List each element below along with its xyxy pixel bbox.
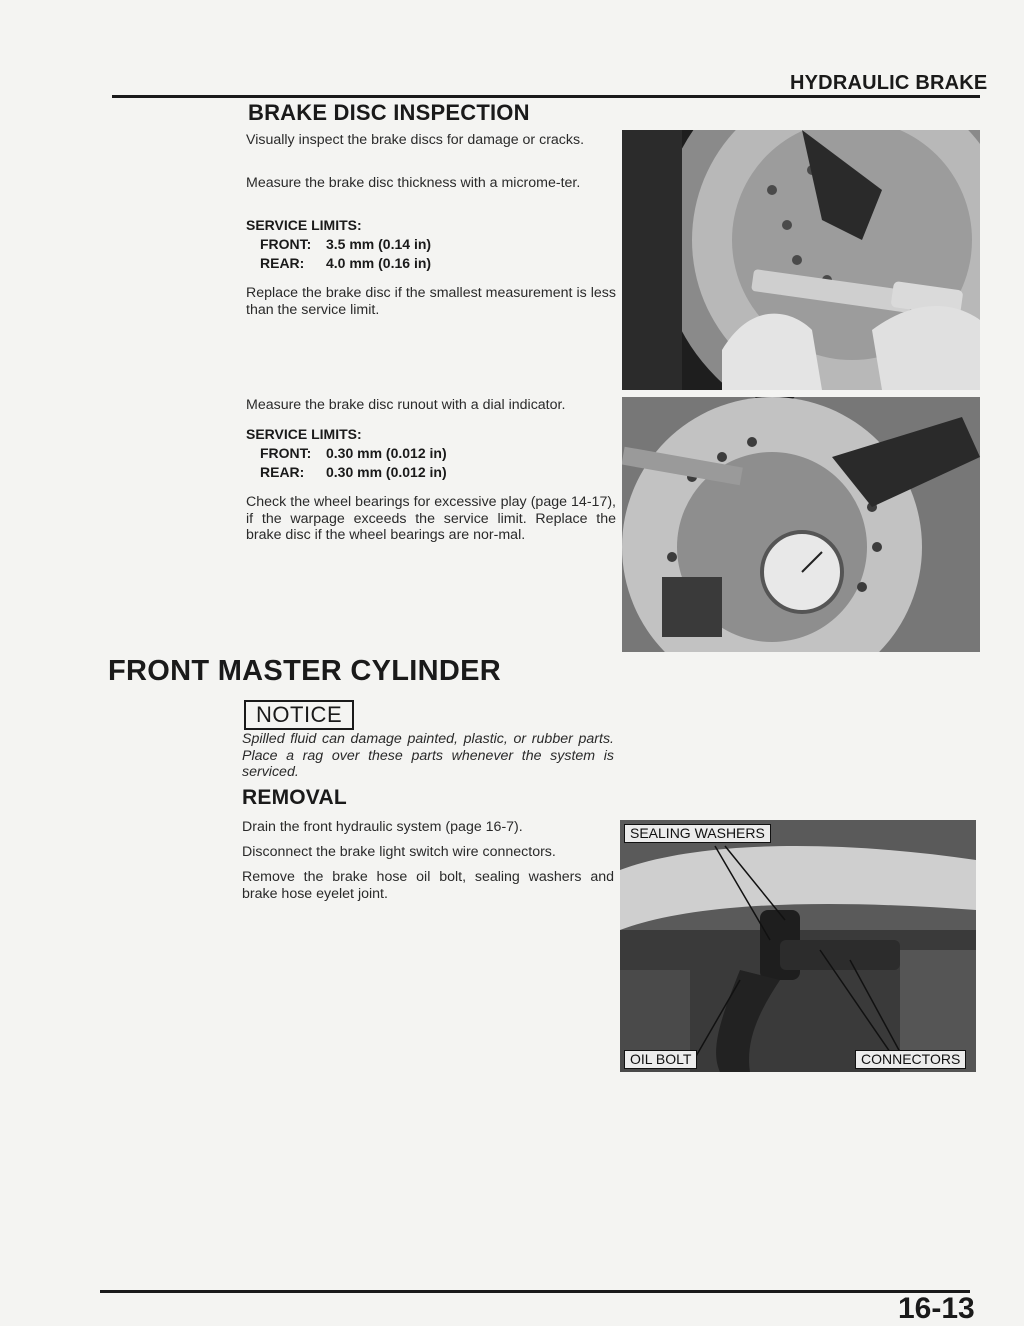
- paragraph-replace-disc: Replace the brake disc if the smallest measurement is less than the service limit.: [246, 285, 616, 318]
- photo-micrometer-drawing: [622, 130, 980, 390]
- front-master-cylinder-heading: FRONT MASTER CYLINDER: [108, 655, 501, 687]
- paragraph-check-bearings: Check the wheel bearings for excessive play (page 14-17), if the warpage exceeds the service limit. Replace the brake disc if the wheel bearings are nor-mal.: [246, 494, 616, 543]
- service-limit-front-thickness: [260, 235, 431, 253]
- service-limits-label-2: SERVICE LIMITS:: [246, 426, 362, 442]
- callout-oil-bolt: OIL BOLT: [624, 1050, 697, 1069]
- page-number: 16-13: [898, 1292, 975, 1325]
- footer-rule: [100, 1290, 970, 1293]
- photo-dial-indicator-drawing: [622, 397, 980, 652]
- notice-label: NOTICE: [256, 702, 343, 727]
- service-limit-rear-thickness: [260, 254, 431, 272]
- paragraph-measure-runout: Measure the brake disc runout with a dial indicator.: [246, 397, 566, 413]
- callout-sealing-washers: SEALING WASHERS: [624, 824, 771, 843]
- photo-master-cylinder: [620, 820, 976, 1072]
- spec-key: REAR:: [260, 464, 305, 480]
- removal-heading: REMOVAL: [242, 786, 347, 809]
- spec-key: REAR:: [260, 255, 305, 271]
- photo-micrometer-measurement: [622, 130, 980, 390]
- spec-value: 3.5 mm (0.14 in): [326, 236, 432, 252]
- photo-dial-indicator: [622, 397, 980, 652]
- callout-connectors: CONNECTORS: [855, 1050, 966, 1069]
- spec-value: 4.0 mm (0.16 in): [326, 255, 432, 271]
- service-limits-label-1: SERVICE LIMITS:: [246, 217, 362, 233]
- paragraph-measure-thickness: Measure the brake disc thickness with a microme-ter.: [246, 175, 581, 191]
- service-limit-front-runout: [260, 444, 447, 462]
- spec-value: 0.30 mm (0.012 in): [326, 464, 447, 480]
- service-limit-rear-runout: [260, 463, 447, 481]
- photo-master-cylinder-drawing: [620, 820, 976, 1072]
- removal-step-remove-bolt: Remove the brake hose oil bolt, sealing washers and brake hose eyelet joint.: [242, 869, 614, 902]
- section-title: HYDRAULIC BRAKE: [790, 72, 988, 94]
- brake-disc-inspection-heading: BRAKE DISC INSPECTION: [248, 100, 530, 125]
- spec-value: 0.30 mm (0.012 in): [326, 445, 447, 461]
- paragraph-visual-inspect: Visually inspect the brake discs for damage or cracks.: [246, 132, 585, 148]
- notice-text: Spilled fluid can damage painted, plastic, or rubber parts. Place a rag over these parts whenever the system is serviced.: [242, 731, 614, 780]
- spec-key: FRONT:: [260, 236, 312, 252]
- spec-key: FRONT:: [260, 445, 312, 461]
- removal-step-disconnect: Disconnect the brake light switch wire connectors.: [242, 844, 556, 860]
- notice-box: [244, 700, 354, 730]
- removal-step-drain: Drain the front hydraulic system (page 16-7).: [242, 819, 523, 835]
- header-rule: [112, 95, 980, 98]
